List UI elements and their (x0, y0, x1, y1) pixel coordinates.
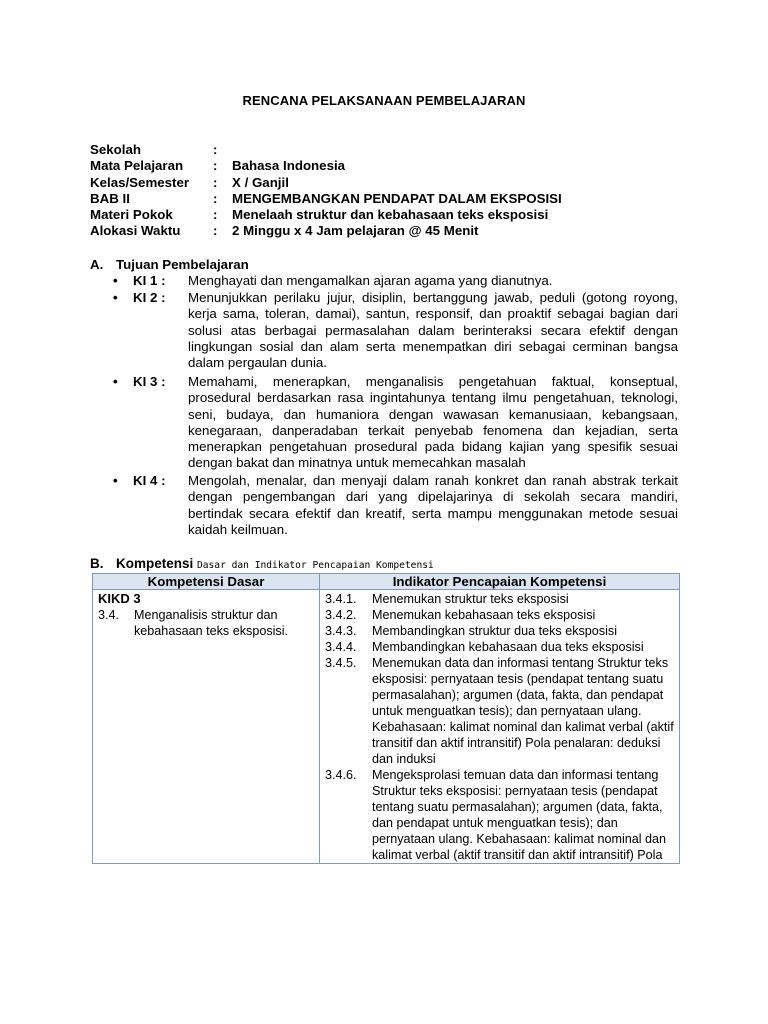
info-value: MENGEMBANGKAN PENDAPAT DALAM EKSPOSISI (232, 190, 562, 206)
table-header-row (93, 574, 680, 590)
info-label: Kelas/Semester (90, 174, 190, 190)
info-label: Mata Pelajaran (90, 158, 184, 174)
ki-text: Memahami, menerapkan, menganalisis pengetahuan faktual, konseptual, prosedural berdasarkan rasa ingintahunya tentang ilmu pengetahuan, teknologi, seni, budaya, dan humaniora dengan wawasan kemanusiaan, kebangsaan, kenegaraan, danperadaban terkait penyebab fenomena dan kejadian, serta menerapkan pengetahuan prosedural pada bidang kajian yang spesifik sesuai dengan bakat dan minatnya untuk memecahkan masalah (188, 374, 678, 471)
indicator-item (325, 623, 674, 639)
indicator-item (325, 607, 674, 623)
indicator-text: Menemukan data dan informasi tentang Struktur teks eksposisi: pernyataan tesis (pendapat tentang suatu permasalahan); argumen (data, fakta, dan pendapat untuk menguatkan tesis); dan pernyataan ulang. Kebahasaan: kalimat nominal dan kalimat verbal (aktif transitif dan aktif intransitif) Pola penalaran: deduksi dan induksi (372, 656, 674, 766)
indicator-item (325, 767, 674, 863)
indicator-text: Membandingkan struktur dua teks eksposisi (372, 624, 618, 638)
info-colon: : (213, 158, 218, 174)
indikator-cell (320, 590, 680, 864)
bullet-icon: • (113, 290, 118, 305)
bullet-icon: • (113, 473, 118, 488)
indicator-text: Menemukan kebahasaan teks eksposisi (372, 608, 596, 622)
info-row-alokasi-waktu (90, 223, 562, 239)
table-row (93, 590, 680, 864)
section-a-heading (90, 257, 249, 273)
kd-item (98, 607, 314, 639)
info-value: Bahasa Indonesia (232, 158, 346, 174)
info-row-bab (90, 191, 562, 207)
info-row-kelas-semester (90, 175, 562, 191)
indicator-number: 3.4.6. (325, 768, 357, 782)
section-title: Tujuan Pembelajaran (116, 257, 249, 272)
section-subtitle: Dasar dan Indikator Pencapaian Kompetensi (196, 560, 434, 571)
info-label: Alokasi Waktu (90, 223, 181, 239)
indicator-number: 3.4.1. (325, 592, 357, 606)
info-label: BAB II (90, 190, 130, 206)
indicator-number: 3.4.2. (325, 608, 357, 622)
indicator-item (325, 591, 674, 607)
kd-text: Menganalisis struktur dan kebahasaan teks eksposisi. (134, 608, 289, 638)
info-row-materi-pokok (90, 207, 562, 223)
section-letter: A. (90, 257, 104, 272)
kompetensi-dasar-cell (93, 590, 320, 864)
info-row-mata-pelajaran (90, 158, 562, 174)
indicator-item (325, 639, 674, 655)
info-label: Materi Pokok (90, 207, 173, 223)
bullet-icon: • (113, 374, 118, 389)
indicator-text: Mengeksprolasi temuan data dan informasi tentang Struktur teks eksposisi: pernyataan tesis (pendapat tentang suatu permasalahan); argumen (data, fakta, dan pendapat untuk menguatkan tesis); dan pernyataan ulang. Kebahasaan: kalimat nominal dan kalimat verbal (aktif transitif dan aktif intransitif) Pola (372, 768, 667, 862)
ki-text: Menunjukkan perilaku jujur, disiplin, bertanggung jawab, peduli (gotong royong, kerja sama, toleran, damai), santun, responsif, dan proaktif sebagai bagian dari solusi atas berbagai permasalahan dalam berinteraksi secara efektif dengan lingkungan sosial dan alam serta menempatkan diri sebagai cerminan bangsa dalam pergaulan dunia. (188, 290, 678, 371)
info-colon: : (213, 142, 218, 157)
column-header-kompetensi-dasar: Kompetensi Dasar (93, 574, 320, 590)
ki-text: Mengolah, menalar, dan menyaji dalam ranah konkret dan ranah abstrak terkait dengan pengembangan dari yang dipelajarinya di sekolah secara mandiri, bertindak secara efektif dan kreatif, serta mampu menggunakan metode sesuai kaidah keilmuan. (188, 473, 678, 537)
indicator-number: 3.4.3. (325, 624, 357, 638)
info-row-sekolah (90, 142, 562, 158)
info-block (90, 142, 562, 240)
info-value: X / Ganjil (232, 174, 289, 190)
ki-label: KI 3 : (133, 374, 166, 389)
info-value: Menelaah struktur dan kebahasaan teks eksposisi (232, 207, 549, 223)
section-title: Kompetensi (116, 556, 194, 571)
indicator-number: 3.4.5. (325, 656, 357, 670)
section-b-heading (90, 556, 434, 574)
indicator-number: 3.4.4. (325, 640, 357, 654)
ki-label: KI 4 : (133, 473, 166, 488)
info-colon: : (213, 207, 218, 223)
ki-label: KI 2 : (133, 290, 166, 305)
info-colon: : (213, 190, 218, 206)
document-title: RENCANA PELAKSANAAN PEMBELAJARAN (242, 93, 526, 108)
column-header-indikator: Indikator Pencapaian Kompetensi (320, 574, 680, 590)
indicator-item (325, 655, 674, 767)
section-letter: B. (90, 556, 104, 571)
info-label: Sekolah (90, 142, 141, 157)
competency-table (92, 573, 680, 864)
indicator-text: Membandingkan kebahasaan dua teks eksposisi (372, 640, 644, 654)
kikd-label: KIKD 3 (98, 591, 141, 606)
ki-label: KI 1 : (133, 273, 166, 288)
indicator-text: Menemukan struktur teks eksposisi (372, 592, 569, 606)
info-value: 2 Minggu x 4 Jam pelajaran @ 45 Menit (232, 223, 479, 239)
info-colon: : (213, 223, 218, 239)
ki-text: Menghayati dan mengamalkan ajaran agama yang dianutnya. (188, 273, 553, 288)
info-colon: : (213, 174, 218, 190)
kd-number: 3.4. (98, 608, 120, 622)
bullet-icon: • (113, 273, 118, 288)
